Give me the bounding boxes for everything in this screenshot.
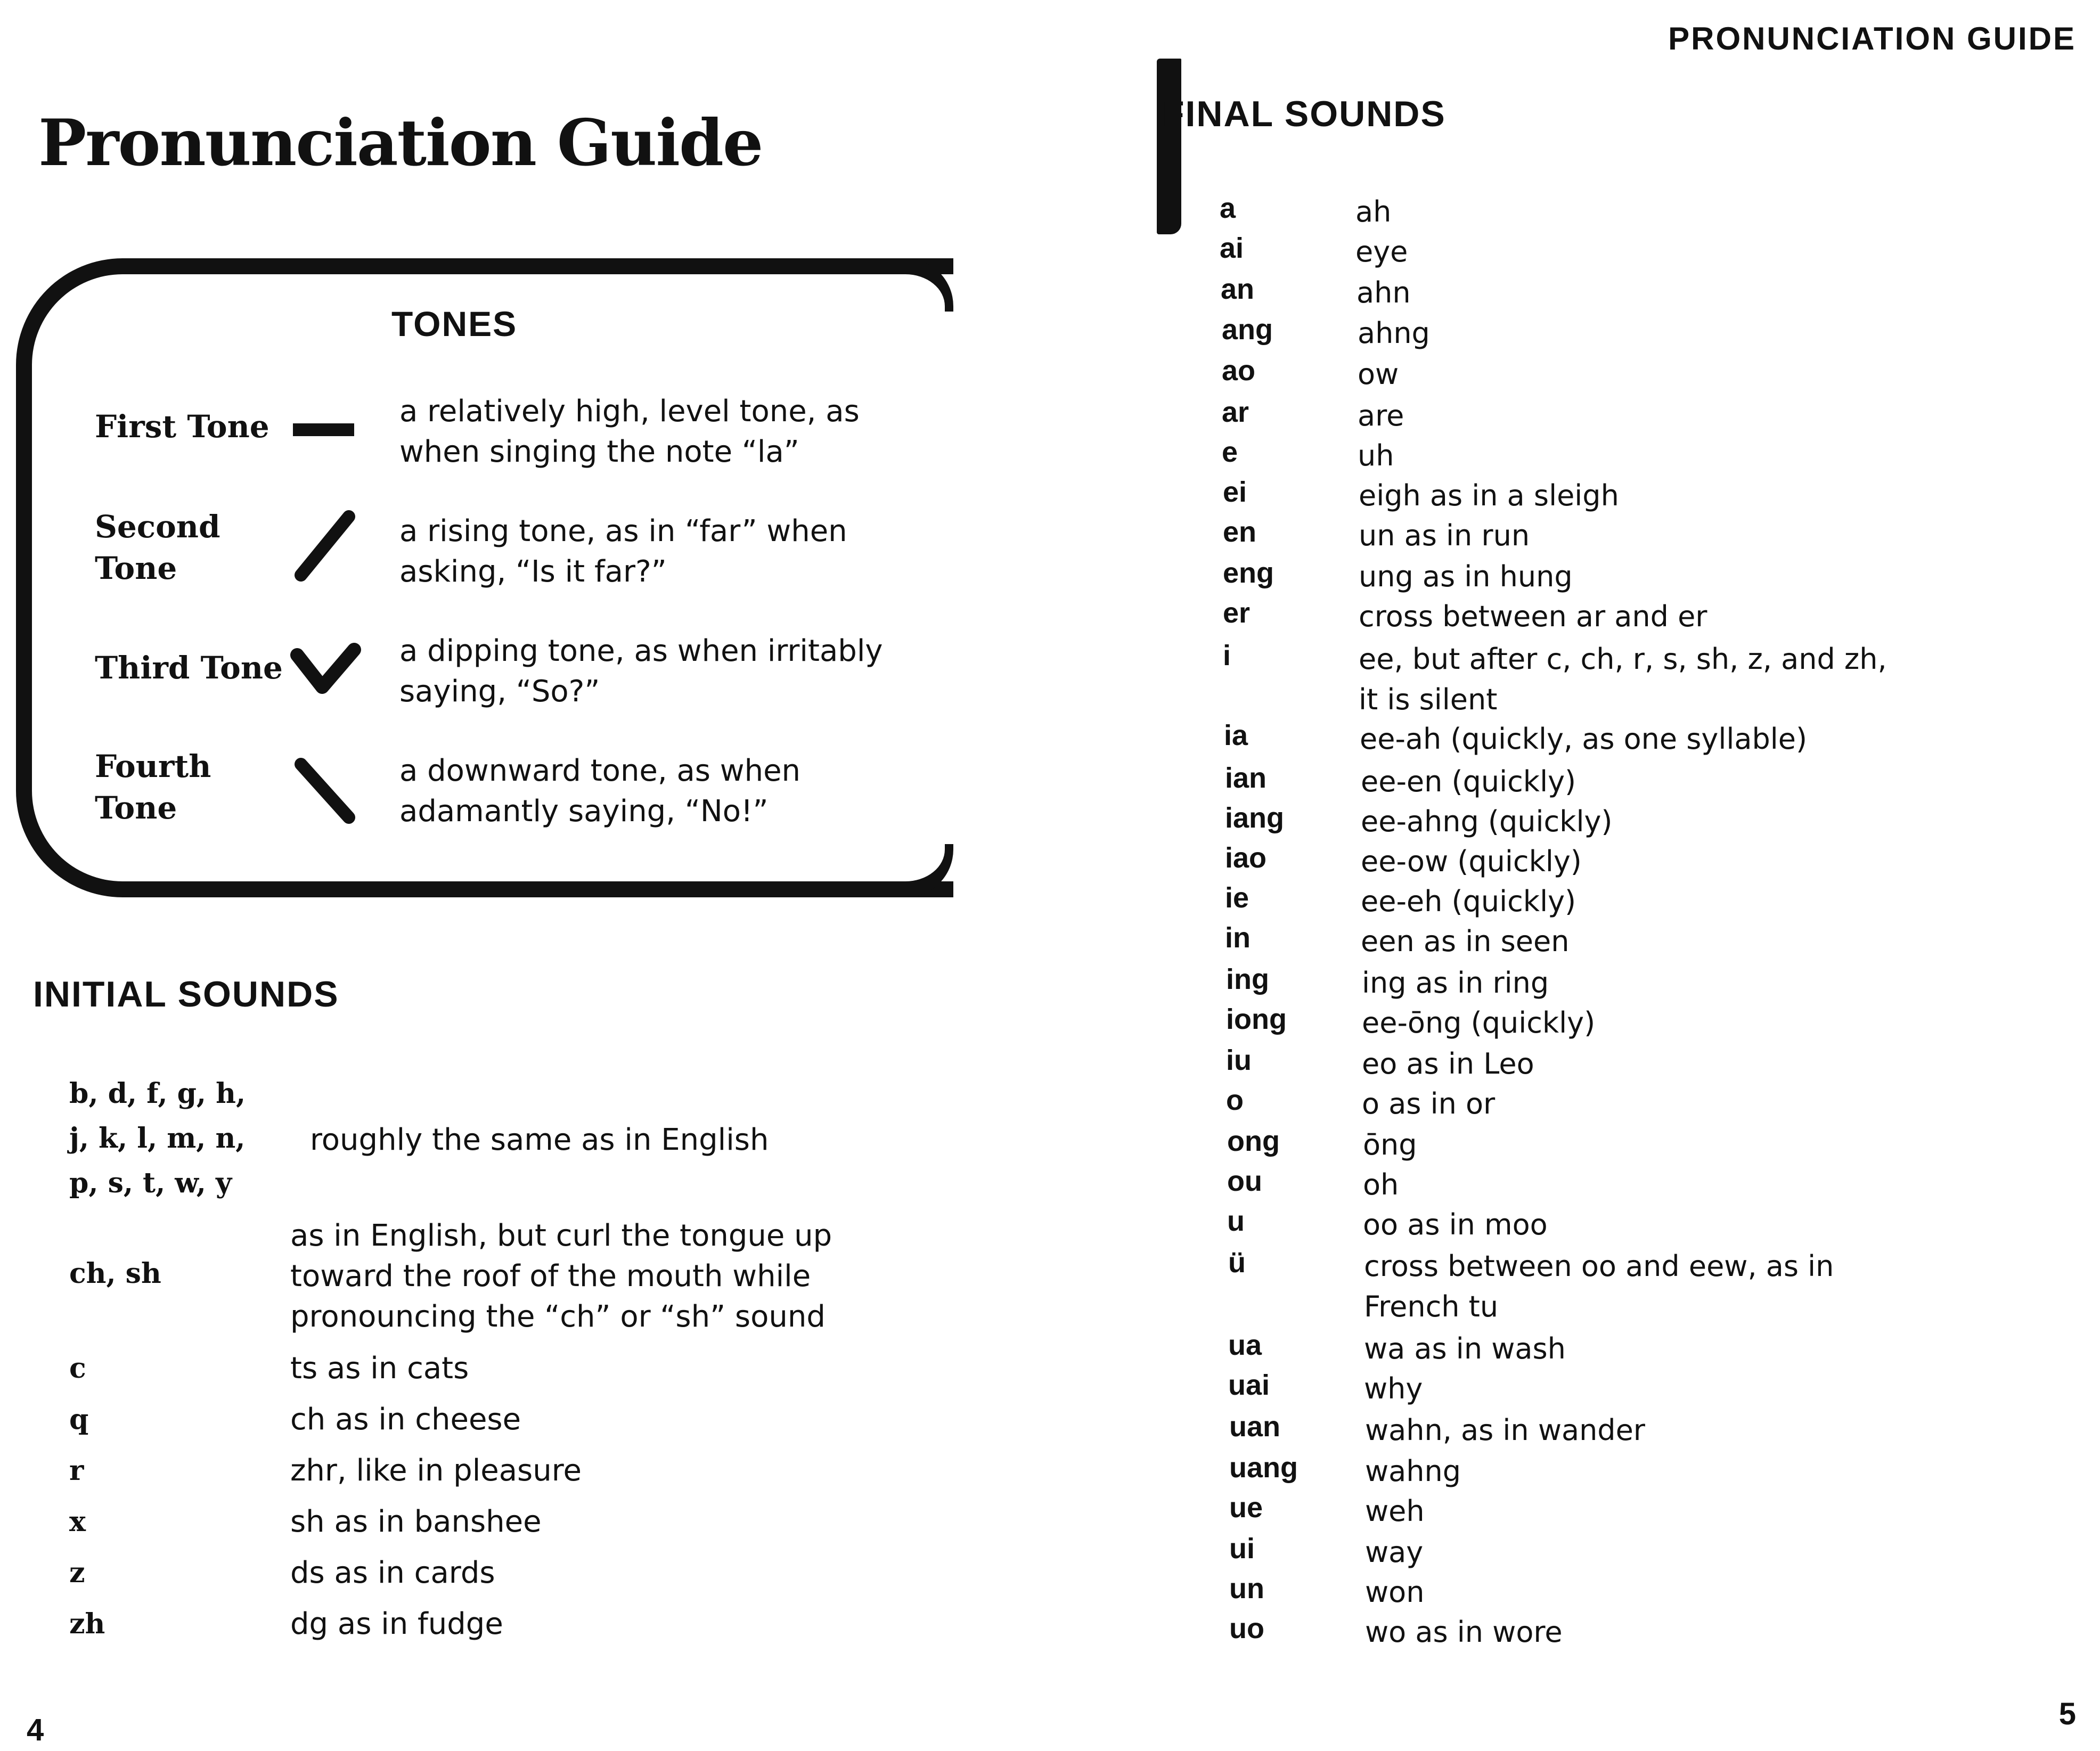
initial-desc: as in English, but curl the tongue up toward the roof of the mouth while pronouncing the “ch” or “sh” sound bbox=[290, 1218, 832, 1334]
final-sound-desc: ee-ōng (quickly) bbox=[1362, 1006, 1596, 1040]
final-sound-desc: uh bbox=[1358, 439, 1394, 472]
initial-sounds-heading: INITIAL SOUNDS bbox=[33, 974, 339, 1014]
initial-group-letters-3: p, s, t, w, y bbox=[69, 1167, 232, 1199]
final-sound-desc: ah bbox=[1355, 195, 1392, 228]
final-sound-desc: ing as in ring bbox=[1362, 966, 1549, 1000]
final-sound-letter: o bbox=[1226, 1084, 1244, 1116]
final-sound-desc: ee-ow (quickly) bbox=[1361, 845, 1582, 878]
final-sound-desc: ahn bbox=[1357, 276, 1411, 309]
final-sound-desc: eigh as in a sleigh bbox=[1359, 479, 1619, 512]
final-sound-letter: i bbox=[1223, 640, 1231, 672]
scan-smudge bbox=[1157, 59, 1181, 234]
initial-letter: zh bbox=[69, 1608, 105, 1640]
final-sound-desc: ōng bbox=[1363, 1128, 1417, 1161]
final-sound-desc: ow bbox=[1358, 357, 1399, 391]
final-sound-letter: a bbox=[1220, 192, 1236, 224]
final-sounds-heading: FINAL SOUNDS bbox=[1162, 94, 1446, 134]
final-sound-letter: er bbox=[1223, 597, 1251, 629]
final-sound-letter: ar bbox=[1222, 396, 1249, 428]
tones-heading: TONES bbox=[391, 304, 518, 343]
final-sound-letter: an bbox=[1221, 273, 1255, 305]
final-sound-letter: iang bbox=[1225, 802, 1285, 834]
initial-letter: q bbox=[69, 1403, 89, 1436]
final-sound-desc: way bbox=[1365, 1535, 1424, 1569]
final-sound-letter: ui bbox=[1229, 1533, 1255, 1565]
final-sound-letter: en bbox=[1223, 516, 1257, 548]
page-title: Pronunciation Guide bbox=[38, 105, 763, 181]
right-page bbox=[1050, 0, 2100, 1751]
initial-letter: z bbox=[69, 1557, 85, 1589]
final-sound-letter: ai bbox=[1220, 232, 1244, 264]
final-sound-letter: ü bbox=[1228, 1247, 1246, 1279]
final-sound-desc: are bbox=[1358, 399, 1404, 432]
final-sound-letter: e bbox=[1222, 436, 1238, 468]
final-sound-letter: ing bbox=[1226, 963, 1269, 995]
final-sound-desc: cross between ar and er bbox=[1359, 600, 1707, 633]
first-tone-mark-icon bbox=[288, 391, 362, 466]
final-sound-letter: uang bbox=[1229, 1452, 1298, 1484]
initial-desc: dg as in fudge bbox=[290, 1607, 503, 1641]
final-sound-letter: eng bbox=[1223, 557, 1274, 589]
final-sound-desc: eye bbox=[1355, 235, 1408, 268]
final-sound-letter: ei bbox=[1223, 476, 1247, 508]
final-sound-letter: un bbox=[1229, 1573, 1264, 1605]
third-tone-desc: a dipping tone, as when irritably saying, “So?” bbox=[399, 634, 883, 709]
final-sound-desc: ung as in hung bbox=[1359, 560, 1573, 593]
final-sound-desc: wa as in wash bbox=[1364, 1332, 1566, 1365]
page-number: 5 bbox=[2058, 1697, 2076, 1731]
final-sound-desc: un as in run bbox=[1359, 519, 1530, 552]
final-sound-letter: ue bbox=[1229, 1492, 1263, 1524]
fourth-tone-label: Fourth Tone bbox=[95, 748, 211, 826]
final-sound-desc: oo as in moo bbox=[1363, 1208, 1548, 1241]
final-sound-letter: iong bbox=[1226, 1003, 1287, 1035]
final-sound-desc: wahng bbox=[1365, 1454, 1461, 1488]
final-sound-letter: ie bbox=[1225, 882, 1249, 914]
final-sound-desc: oh bbox=[1363, 1168, 1399, 1201]
running-head: PRONUNCIATION GUIDE bbox=[1668, 21, 2076, 56]
final-sound-letter: ao bbox=[1222, 355, 1256, 387]
final-sound-letter: u bbox=[1227, 1205, 1245, 1237]
first-tone-desc: a relatively high, level tone, as when singing the note “la” bbox=[399, 394, 860, 469]
final-sound-desc: ee-eh (quickly) bbox=[1361, 885, 1576, 918]
final-sound-desc: won bbox=[1365, 1575, 1425, 1609]
final-sound-letter: ong bbox=[1227, 1125, 1280, 1157]
second-tone-desc: a rising tone, as in “far” when asking, “Is it far?” bbox=[399, 514, 847, 589]
initial-letter: c bbox=[69, 1352, 86, 1385]
initial-desc: ds as in cards bbox=[290, 1556, 495, 1590]
final-sound-letter: iao bbox=[1225, 842, 1267, 874]
initial-letter: ch, sh bbox=[69, 1257, 161, 1290]
final-sound-desc: ee, but after c, ch, r, s, sh, z, and zh, it is silent bbox=[1359, 642, 1887, 716]
initial-letter: x bbox=[69, 1505, 86, 1538]
final-sound-desc: weh bbox=[1365, 1494, 1425, 1528]
final-sound-desc: eo as in Leo bbox=[1362, 1047, 1534, 1081]
page-number: 4 bbox=[27, 1713, 44, 1747]
final-sound-letter: ou bbox=[1227, 1165, 1262, 1197]
final-sound-letter: uan bbox=[1229, 1411, 1281, 1443]
final-sound-desc: cross between oo and eew, as in French tu bbox=[1364, 1249, 1834, 1323]
final-sound-desc: o as in or bbox=[1362, 1087, 1496, 1120]
second-tone-mark-icon bbox=[288, 509, 362, 583]
final-sound-desc: why bbox=[1364, 1372, 1423, 1405]
final-sound-letter: ua bbox=[1228, 1329, 1262, 1361]
final-sound-desc: ee-ah (quickly, as one syllable) bbox=[1360, 722, 1808, 756]
final-sound-letter: in bbox=[1225, 922, 1251, 954]
final-sound-letter: ia bbox=[1224, 719, 1248, 751]
final-sound-desc: wo as in wore bbox=[1365, 1615, 1563, 1649]
initial-group-letters-1: b, d, f, g, h, bbox=[69, 1077, 246, 1110]
initial-desc: zhr, like in pleasure bbox=[290, 1453, 582, 1488]
initial-group-letters-2: j, k, l, m, n, bbox=[69, 1122, 246, 1155]
final-sound-letter: uai bbox=[1228, 1369, 1270, 1401]
final-sound-desc: ee-en (quickly) bbox=[1361, 765, 1576, 798]
initial-desc: sh as in banshee bbox=[290, 1504, 542, 1539]
final-sound-letter: ian bbox=[1225, 762, 1267, 794]
third-tone-label: Third Tone bbox=[95, 650, 283, 686]
final-sound-letter: iu bbox=[1226, 1044, 1252, 1076]
final-sound-desc: ahng bbox=[1358, 316, 1430, 350]
first-tone-label: First Tone bbox=[95, 408, 269, 445]
initial-letter: r bbox=[69, 1454, 84, 1487]
initial-desc: ts as in cats bbox=[290, 1351, 469, 1386]
final-sound-letter: ang bbox=[1222, 314, 1273, 346]
final-sound-desc: wahn, as in wander bbox=[1365, 1413, 1645, 1447]
initial-group-desc: roughly the same as in English bbox=[310, 1123, 769, 1157]
second-tone-label: Second Tone bbox=[95, 509, 220, 586]
fourth-tone-mark-icon bbox=[288, 751, 362, 825]
initial-desc: ch as in cheese bbox=[290, 1402, 521, 1437]
final-sound-letter: uo bbox=[1229, 1613, 1264, 1644]
final-sound-desc: een as in seen bbox=[1361, 924, 1570, 958]
third-tone-mark-icon bbox=[288, 634, 362, 708]
fourth-tone-desc: a downward tone, as when adamantly saying, “No!” bbox=[399, 754, 801, 829]
final-sound-desc: ee-ahng (quickly) bbox=[1361, 805, 1613, 838]
